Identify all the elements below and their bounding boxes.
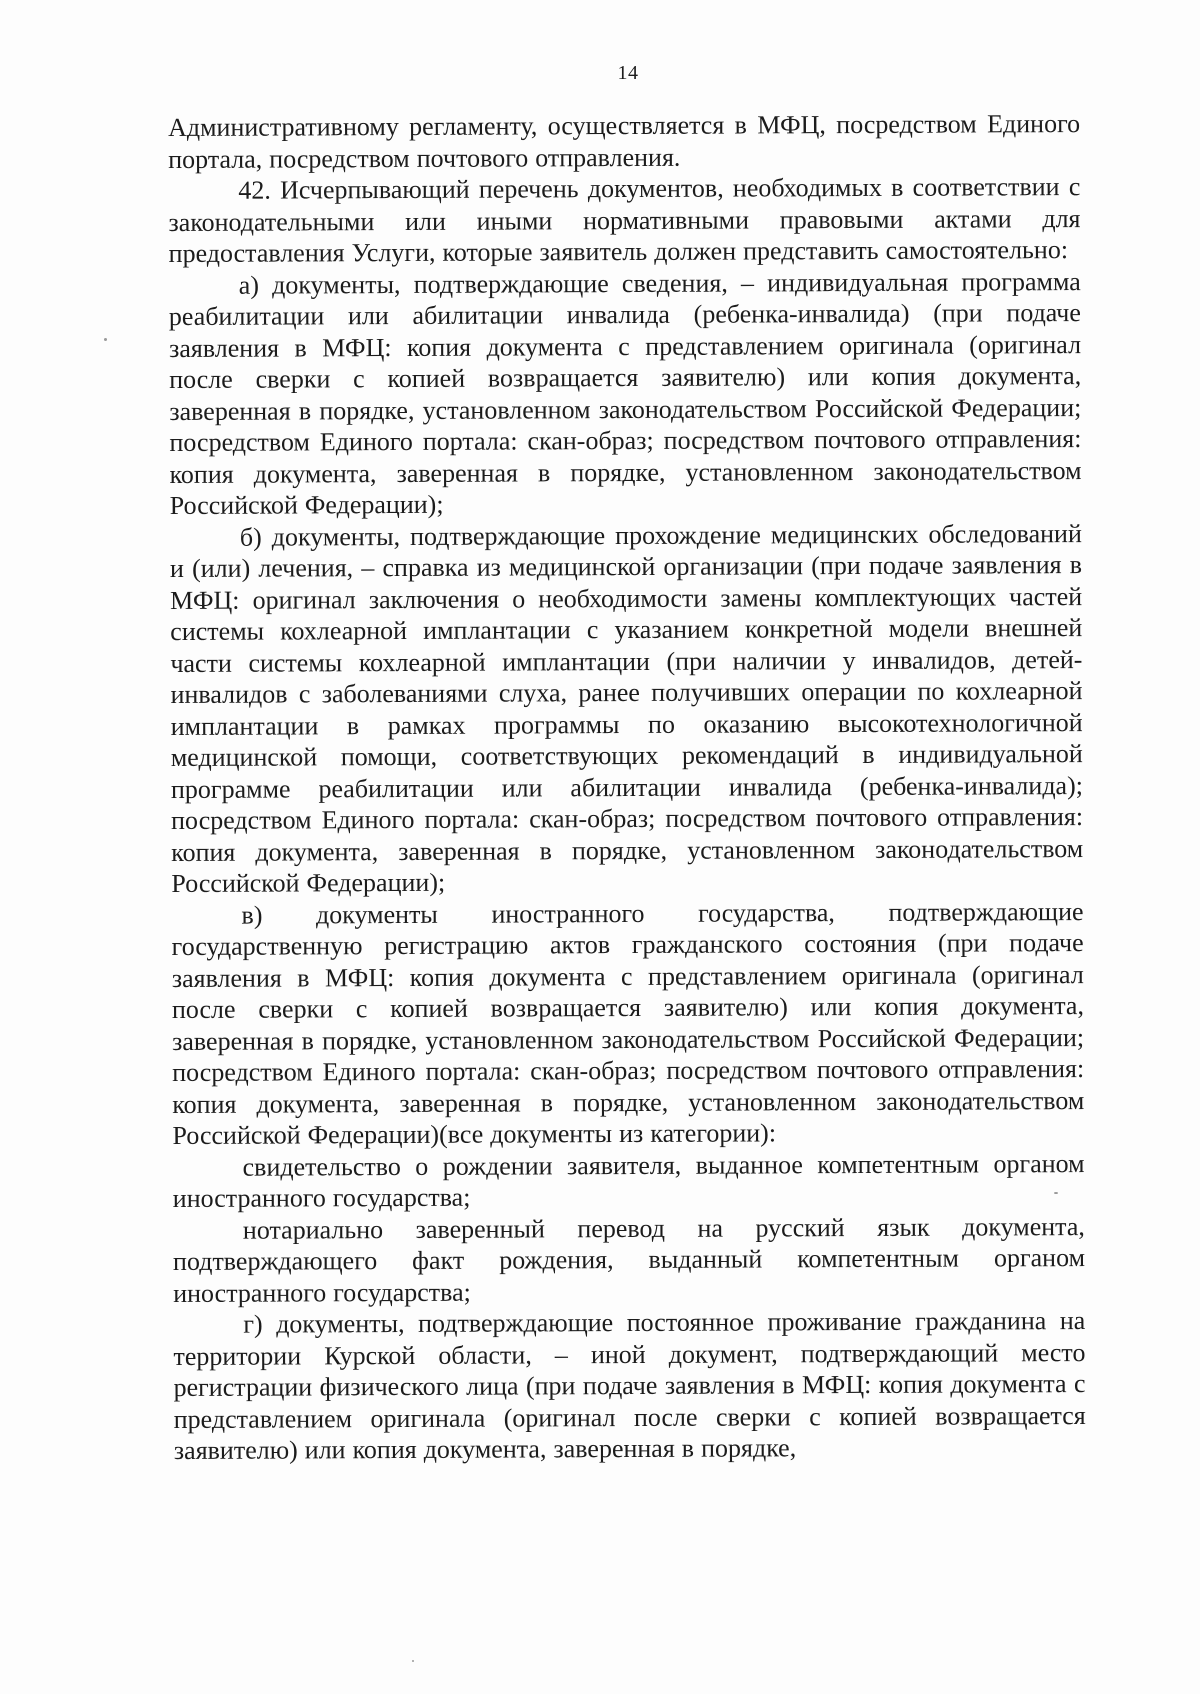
paragraph-subitem-g: г) документы, подтверждающие постоянное проживание гражданина на территории Курской области, – иной документ, подтверждающий место регистрации физического лица (при подаче заявления в МФЦ: копия документа с представлением оригинала (оригинал после сверки с копией возвращается заявителю) или копия документа, заверенная в порядке, — [173, 1306, 1086, 1465]
page-number: 14 — [617, 62, 639, 84]
document-body — [168, 108, 1086, 1466]
paragraph-list-entry-notarized-translation: нотариально заверенный перевод на русский язык документа, подтверждающего факт рождения, выданный компетентным органом иностранного государства; — [172, 1211, 1086, 1308]
paragraph-item-42: 42. Исчерпывающий перечень документов, необходимых в соответствии с законодательными или иными нормативными правовыми актами для предоставления Услуги, которые заявитель должен представить самостоятельно: — [168, 172, 1081, 268]
paragraph-continuation: Административному регламенту, осуществляется в МФЦ, посредством Единого портала, посредством почтового отправления. — [168, 109, 1081, 174]
scan-speck — [1054, 1192, 1058, 1194]
paragraph-list-entry-birth-certificate: свидетельство о рождении заявителя, выданное компетентным органом иностранного государства; — [172, 1148, 1085, 1213]
paragraph-subitem-b: б) документы, подтверждающие прохождение медицинских обследований и (или) лечения, – справка из медицинской организации (при подаче заявления в МФЦ: оригинал заключения о необходимости замены комплектующих частей системы кохлеарной имплантации с указанием конкретной модели внешней части системы кохлеарной имплантации (при наличии у инвалидов, детей-инвалидов с заболеваниями слуха, ранее получивших операции по кохлеарной имплантации в рамках программы по оказанию высокотехнологичной медицинской помощи, соответствующих рекомендаций в индивидуальной программе реабилитации или абилитации инвалида (ребенка-инвалида); посредством Единого портала: скан-образ; посредством почтового отправления: копия документа, заверенная в порядке, установленном законодательством Российской Федерации); — [169, 518, 1084, 898]
paragraph-subitem-a: а) документы, подтверждающие сведения, – индивидуальная программа реабилитации или абилитации инвалида (ребенка-инвалида) (при подаче заявления в МФЦ: копия документа с представлением оригинала (оригинал после сверки с копией возвращается заявителю) или копия документа, заверенная в порядке, установленном законодательством Российской Федерации; посредством Единого портала: скан-образ; посредством почтового отправления: копия документа, заверенная в порядке, установленном законодательством Российской Федерации); — [168, 266, 1082, 520]
scan-speck — [412, 1660, 414, 1662]
paragraph-subitem-v: в) документы иностранного государства, подтверждающие государственную регистрацию актов гражданского состояния (при подаче заявления в МФЦ: копия документа с представлением оригинала (оригинал после сверки с копией возвращается заявителю) или копия документа, заверенная в порядке, установленном законодательством Российской Федерации; посредством Единого портала: скан-образ; посредством почтового отправления: копия документа, заверенная в порядке, установленном законодательством Российской Федерации)(все документы из категории): — [171, 896, 1085, 1150]
scan-speck — [104, 338, 107, 341]
